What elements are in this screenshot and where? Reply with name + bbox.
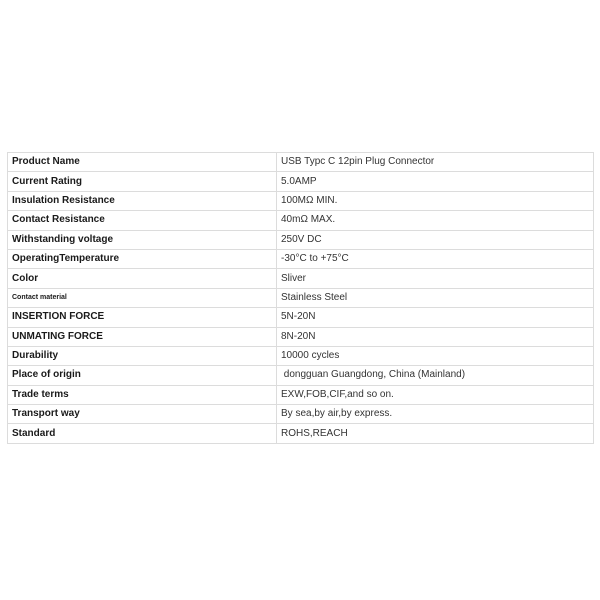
table-row — [8, 346, 594, 365]
spec-value-transport-way: By sea,by air,by express. — [277, 405, 594, 424]
spec-value-operating-temperature: -30°C to +75°C — [277, 249, 594, 268]
spec-value-trade-terms: EXW,FOB,CIF,and so on. — [277, 385, 594, 404]
table-row — [8, 288, 594, 307]
spec-value-durability: 10000 cycles — [277, 346, 594, 365]
spec-label-insertion-force: INSERTION FORCE — [8, 308, 277, 327]
spec-label-operating-temperature: OperatingTemperature — [8, 249, 277, 268]
spec-label-color: Color — [8, 269, 277, 288]
spec-label-place-of-origin: Place of origin — [8, 366, 277, 385]
spec-value-place-of-origin: dongguan Guangdong, China (Mainland) — [277, 366, 594, 385]
spec-table — [7, 152, 594, 444]
table-row — [8, 153, 594, 172]
spec-value-color: Sliver — [277, 269, 594, 288]
spec-label-contact-resistance: Contact Resistance — [8, 211, 277, 230]
table-row — [8, 249, 594, 268]
spec-label-unmating-force: UNMATING FORCE — [8, 327, 277, 346]
table-row — [8, 424, 594, 443]
spec-value-product-name: USB Typc C 12pin Plug Connector — [277, 153, 594, 172]
table-row — [8, 405, 594, 424]
spec-label-durability: Durability — [8, 346, 277, 365]
table-row — [8, 211, 594, 230]
spec-label-product-name: Product Name — [8, 153, 277, 172]
spec-value-contact-material: Stainless Steel — [277, 288, 594, 307]
table-row — [8, 269, 594, 288]
spec-value-withstanding-voltage: 250V DC — [277, 230, 594, 249]
spec-label-current-rating: Current Rating — [8, 172, 277, 191]
spec-value-insulation-resistance: 100MΩ MIN. — [277, 191, 594, 210]
table-row — [8, 308, 594, 327]
spec-label-standard: Standard — [8, 424, 277, 443]
spec-value-standard: ROHS,REACH — [277, 424, 594, 443]
table-row — [8, 172, 594, 191]
table-row — [8, 327, 594, 346]
spec-value-unmating-force: 8N-20N — [277, 327, 594, 346]
spec-value-current-rating: 5.0AMP — [277, 172, 594, 191]
spec-label-insulation-resistance: Insulation Resistance — [8, 191, 277, 210]
spec-label-contact-material: Contact material — [8, 288, 277, 307]
table-row — [8, 385, 594, 404]
table-row — [8, 366, 594, 385]
spec-value-insertion-force: 5N-20N — [277, 308, 594, 327]
spec-label-transport-way: Transport way — [8, 405, 277, 424]
spec-label-withstanding-voltage: Withstanding voltage — [8, 230, 277, 249]
table-row — [8, 191, 594, 210]
table-row — [8, 230, 594, 249]
spec-value-contact-resistance: 40mΩ MAX. — [277, 211, 594, 230]
spec-label-trade-terms: Trade terms — [8, 385, 277, 404]
